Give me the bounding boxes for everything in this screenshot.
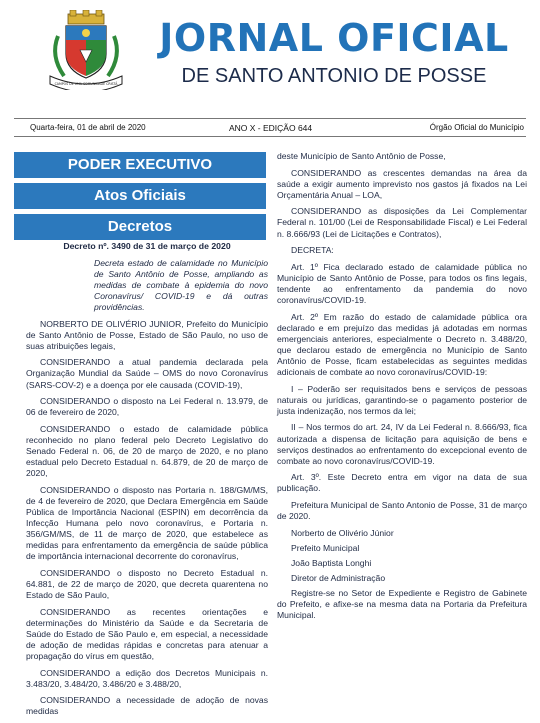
article-2: Art. 2º Em razão do estado de calamidade pública ora declarado e em prejuízo das medidas já adotadas em normas emergenciais anteriores, especialmente o Decreto n. 3.488/20, que declarou estado de emergência no Município de Santo Antônio de Posse, ficam estabelecidas as seguintes medidas adicionais de combate ao novo coronavírus/COVID-19: [277,311,527,378]
signatory-role: Prefeito Municipal [291,542,360,553]
paragraph: CONSIDERANDO a atual pandemia declarada pela Organização Mundial da Saúde – OMS do novo Coronavírus (SARS-COV-2) e a doença por ele causada (COVID-19), [26,357,268,390]
article-1: Art. 1º Fica declarado estado de calamidade pública no Município de Santo Antônio de Posse, para todos os fins legais, tendente ao enfrentamento da pandemia do novo coronavírus/COVID-19. [277,261,527,306]
paragraph: deste Município de Santo Antônio de Posse, [277,151,446,161]
newspaper-title: JORNAL OFICIAL [159,16,509,60]
section-banner-atos-oficiais: Atos Oficiais [14,183,266,209]
crest-ribbon-text: CAMPOS DE UMA COMUNIDADE CRISTÃ [54,82,118,86]
issue-date: Quarta-feira, 01 de abril de 2020 [30,123,146,132]
paragraph: CONSIDERANDO o disposto no Decreto Estadual n. 64.881, de 22 de março de 2020, que decreta quarentena no Estado de São Paulo, [26,567,268,601]
paragraph: CONSIDERANDO o disposto nas Portaria n. 188/GM/MS, de 4 de fevereiro de 2020, que Declara Emergência em Saúde Pública de Importância Nacional (ESPIN) em decorrência da Infecção Humana pelo novo coronavírus, e Portaria n. 356/GM/MS, de 11 de março de 2020, que estabelece as medidas para enfrentamento da emergência de saúde pública de importância internacional decorrente do coronavírus, [26,484,268,562]
paragraph: CONSIDERANDO as disposições da Lei Complementar Federal n. 101/00 (Lei de Responsabilidade Fiscal) e Lei Federal n. 8.666/93 (Lei de Licitações e Contratos), [277,206,527,239]
decree-summary: Decreta estado de calamidade no Município de Santo Antônio de Posse, ampliando as medidas de combate à epidemia do novo Coronavírus/ COVID-19 e dá outras providências. [94,257,268,312]
item-i: I – Poderão ser requisitados bens e serviços de pessoas naturais ou jurídicas, garantindo-se o pagamento posterior de justa indenização, nos termos da lei; [277,383,527,416]
paragraph: NORBERTO DE OLIVÉRIO JUNIOR, Prefeito do Município de Santo Antônio de Posse, Estado de São Paulo, no uso de suas atribuições legais, [26,318,268,351]
municipal-crest-icon [44,10,128,90]
paragraph: CONSIDERANDO as crescentes demandas na área da saúde a exigir aumento imprevisto nos gastos já fixados na Lei Orçamentária Anual – LOA, [277,167,527,200]
paragraph: CONSIDERANDO o estado de calamidade pública reconhecido no plano federal pelo Decreto Legislativo do Senado Federal n. 06, de 20 de março de 2020, e no plano estadual pelo Decreto Estadual n. 64.879, de 20 de março de 2020, [26,423,268,479]
paragraph: CONSIDERANDO a necessidade de adoção de novas medidas [26,695,268,717]
paragraph: CONSIDERANDO as recentes orientações e determinações do Ministério da Saúde e da Secretaria de Saúde do Estado de São Paulo e, em especial, a necessidade de adoção de medidas rápidas e concretas para atenuar a propagação do vírus em questão, [26,606,268,662]
article-3: Art. 3º. Este Decreto entra em vigor na data de sua publicação. [277,472,527,494]
section-banner-decretos: Decretos [14,214,266,240]
top-rule [14,118,526,119]
decree-title: Decreto nº. 3490 de 31 de março de 2020 [63,241,231,251]
newspaper-subtitle: DE SANTO ANTONIO DE POSSE [181,65,487,87]
left-column [26,241,268,723]
organ-label: Órgão Oficial do Município [429,123,524,132]
paragraph: CONSIDERANDO o disposto na Lei Federal n. 13.979, de 06 de fevereiro de 2020, [26,396,268,418]
right-column [277,151,527,627]
place-date: Prefeitura Municipal de Santo Antonio de Posse, 31 de março de 2020. [277,500,527,522]
bottom-rule [14,136,526,137]
decreta-heading: DECRETA: [291,245,334,256]
paragraph: CONSIDERANDO a edição dos Decretos Municipais n. 3.483/20, 3.484/20, 3.486/20 e 3.488/20, [26,667,268,689]
closing-note: Registre-se no Setor de Expediente e Registro de Gabinete do Prefeito, e afixe-se na mesma data na Portaria da Prefeitura Municipal. [277,588,527,621]
item-ii: II – Nos termos do art. 24, IV da Lei Federal n. 8.666/93, fica autorizada a dispensa de licitação para aquisição de bens e serviços destinados ao enfrentamento do excepcional evento de combate ao novo coronavírus/COVID-19. [277,422,527,466]
edition-label: ANO X - EDIÇÃO 644 [229,123,313,133]
section-banner-poder-executivo: PODER EXECUTIVO [14,152,266,178]
signatory-name: Norberto de Olivério Júnior [291,527,394,538]
signatory-name: João Baptista Longhi [291,557,372,568]
signatory-role: Diretor de Administração [291,573,386,583]
